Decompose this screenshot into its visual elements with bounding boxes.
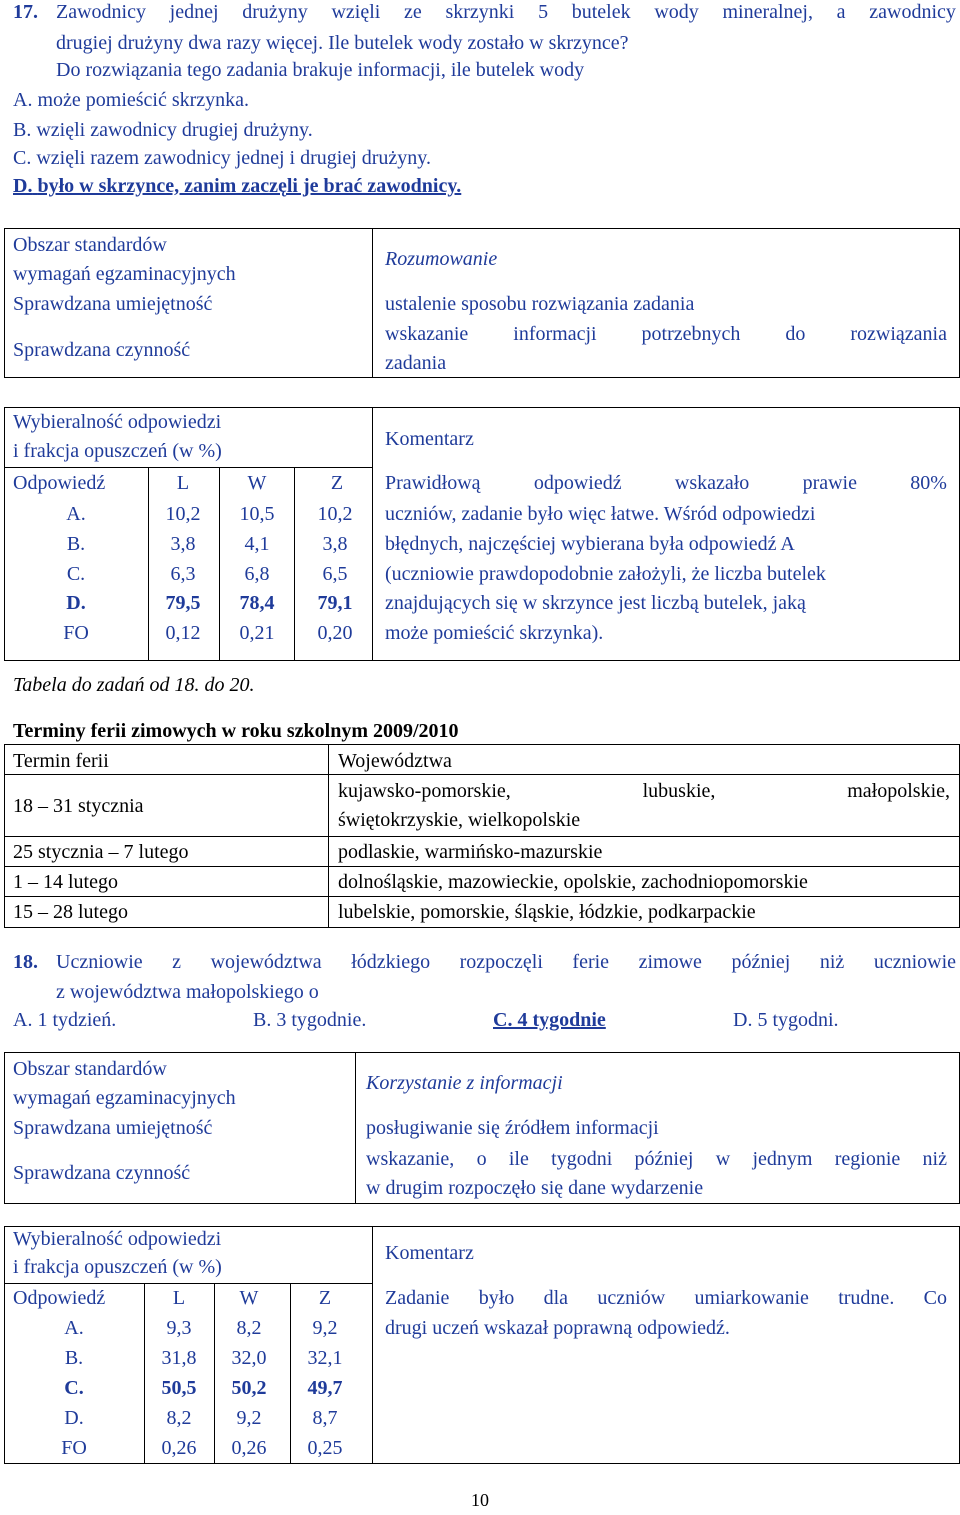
q18-comment-line-1: Zadanie było dla uczniów umiarkowanie trudne. Co [385,1287,947,1309]
q17-row-c-l: 6,3 [170,563,196,585]
q17-stats-title-2: i frakcja opuszczeń (w %) [13,440,222,462]
q17-option-c: C. wzięli razem zawodnicy jednej i drugiej drużyny. [13,147,432,169]
q18-row-d-w: 9,2 [236,1407,262,1429]
q17-stem-line2: drugiej drużyny dwa razy więcej. Ile butelek wody zostało w skrzynce? [56,32,629,54]
q18-row-a-label: A. [64,1317,84,1339]
q18-activity-value-1: wskazanie, o ile tygodni później w jednym regionie niż [366,1148,947,1170]
q18-option-a: A. 1 tydzień. [13,1009,117,1031]
page-number: 10 [471,1490,489,1510]
q18-header-answer: Odpowiedź [13,1287,106,1309]
q17-header-answer: Odpowiedź [13,472,106,494]
q18-option-d: D. 5 tygodni. [733,1009,839,1031]
q17-skill-label: Sprawdzana umiejętność [13,293,213,315]
q18-row-fo-l: 0,26 [161,1437,197,1459]
q18-row-d-l: 8,2 [166,1407,192,1429]
holidays-row1-regions-2: świętokrzyskie, wielkopolskie [338,809,581,831]
q17-row-a-l: 10,2 [165,503,201,525]
q18-row-fo-z: 0,25 [307,1437,343,1459]
q18-header-w: W [239,1287,259,1309]
q18-stem-line2: z województwa małopolskiego o [56,981,319,1003]
q17-row-fo-w: 0,21 [239,622,275,644]
holidays-row1-regions-1: kujawsko-pomorskie, lubuskie, małopolskie, [338,780,950,802]
q18-skill-value: posługiwanie się źródłem informacji [366,1117,659,1139]
q17-row-a-label: A. [66,503,86,525]
q17-comment-line-2: uczniów, zadanie było więc łatwe. Wśród odpowiedzi [385,503,816,525]
q18-comment-line-2: drugi uczeń wskazał poprawną odpowiedź. [385,1317,730,1339]
q17-option-d-correct: D. było w skrzynce, zanim zaczęli je brać zawodnicy. [13,175,462,197]
q17-row-fo-z: 0,20 [317,622,353,644]
q17-activity-value-1: wskazanie informacji potrzebnych do rozwiązania [385,323,947,345]
holidays-title: Terminy ferii zimowych w roku szkolnym 2009/2010 [13,720,459,742]
holidays-row1-term: 18 – 31 stycznia [13,795,144,817]
holidays-row4-term: 15 – 28 lutego [13,901,128,923]
q17-row-b-l: 3,8 [170,533,196,555]
q18-row-c-z: 49,7 [307,1377,343,1399]
q17-row-b-z: 3,8 [322,533,348,555]
q18-option-b: B. 3 tygodnie. [253,1009,367,1031]
q17-skill-value: ustalenie sposobu rozwiązania zadania [385,293,695,315]
q18-comment-title: Komentarz [385,1242,474,1264]
q17-header-w: W [247,472,267,494]
q17-header-z: Z [330,472,344,494]
holidays-row2-term: 25 stycznia – 7 lutego [13,841,189,863]
q17-number: 17. [13,1,38,23]
holidays-row2-regions: podlaskie, warmińsko-mazurskie [338,841,603,863]
q17-comment-line-3: błędnych, najczęściej wybierana była odpowiedź A [385,533,795,555]
q17-option-b: B. wzięli zawodnicy drugiej drużyny. [13,119,313,141]
q18-stem-line1: Uczniowie z województwa łódzkiego rozpoczęli ferie zimowe później niż uczniowie [56,951,956,973]
q17-comment-line-6: może pomieścić skrzynka). [385,622,604,644]
q17-row-c-z: 6,5 [322,563,348,585]
q18-area-label-1: Obszar standardów [13,1058,167,1080]
q18-row-b-label: B. [64,1347,84,1369]
q17-row-d-label: D. [66,592,86,614]
q18-row-b-l: 31,8 [161,1347,197,1369]
q17-row-fo-label: FO [63,622,89,644]
q17-stem-line3: Do rozwiązania tego zadania brakuje informacji, ile butelek wody [56,59,585,81]
q17-row-d-z: 79,1 [317,592,353,614]
q17-area-label-1: Obszar standardów [13,234,167,256]
q18-row-d-label: D. [64,1407,84,1429]
q18-row-fo-w: 0,26 [231,1437,267,1459]
q18-row-a-l: 9,3 [166,1317,192,1339]
q18-activity-value-2: w drugim rozpoczęło się dane wydarzenie [366,1177,704,1199]
q18-header-z: Z [318,1287,332,1309]
q17-row-c-label: C. [66,563,86,585]
q17-comment-line-1: Prawidłową odpowiedź wskazało prawie 80% [385,472,947,494]
q17-stats-title-1: Wybieralność odpowiedzi [13,411,222,433]
q17-stem-line1: Zawodnicy jednej drużyny wzięli ze skrzynki 5 butelek wody mineralnej, a zawodnicy [56,1,956,23]
q18-row-c-w: 50,2 [231,1377,267,1399]
holidays-row3-regions: dolnośląskie, mazowieckie, opolskie, zachodniopomorskie [338,871,808,893]
holidays-row4-regions: lubelskie, pomorskie, śląskie, łódzkie, podkarpackie [338,901,756,923]
q18-row-a-w: 8,2 [236,1317,262,1339]
holidays-row3-term: 1 – 14 lutego [13,871,118,893]
q18-stats-title-2: i frakcja opuszczeń (w %) [13,1256,222,1278]
q17-header-l: L [176,472,190,494]
q17-row-d-w: 78,4 [239,592,275,614]
q17-area-label-2: wymagań egzaminacyjnych [13,263,236,285]
q17-area-value: Rozumowanie [385,248,498,270]
q17-activity-value-2: zadania [385,352,447,374]
q18-number: 18. [13,951,38,973]
q17-row-b-w: 4,1 [244,533,270,555]
q18-row-a-z: 9,2 [312,1317,338,1339]
q17-row-d-l: 79,5 [165,592,201,614]
q18-row-c-l: 50,5 [161,1377,197,1399]
q18-area-label-2: wymagań egzaminacyjnych [13,1087,236,1109]
q17-option-a: A. może pomieścić skrzynka. [13,89,250,111]
q18-row-d-z: 8,7 [312,1407,338,1429]
holidays-col-regions: Województwa [338,750,452,772]
holidays-col-term: Termin ferii [13,750,109,772]
q17-row-c-w: 6,8 [244,563,270,585]
q18-option-c-correct: C. 4 tygodnie [493,1009,606,1031]
q17-row-fo-l: 0,12 [165,622,201,644]
q18-stats-title-1: Wybieralność odpowiedzi [13,1228,222,1250]
q18-row-b-w: 32,0 [231,1347,267,1369]
q18-header-l: L [172,1287,186,1309]
q18-row-b-z: 32,1 [307,1347,343,1369]
q18-activity-label: Sprawdzana czynność [13,1162,191,1184]
q17-comment-line-4: (uczniowie prawdopodobnie założyli, że liczba butelek [385,563,826,585]
q17-row-a-w: 10,5 [239,503,275,525]
table-caption: Tabela do zadań od 18. do 20. [13,674,255,696]
q18-row-c-label: C. [64,1377,84,1399]
q17-comment-title: Komentarz [385,428,474,450]
q17-row-b-label: B. [66,533,86,555]
q18-skill-label: Sprawdzana umiejętność [13,1117,213,1139]
q17-activity-label: Sprawdzana czynność [13,339,191,361]
q18-area-value: Korzystanie z informacji [366,1072,563,1094]
q18-row-fo-label: FO [61,1437,87,1459]
q17-comment-line-5: znajdujących się w skrzynce jest liczbą butelek, jaką [385,592,806,614]
q17-row-a-z: 10,2 [317,503,353,525]
